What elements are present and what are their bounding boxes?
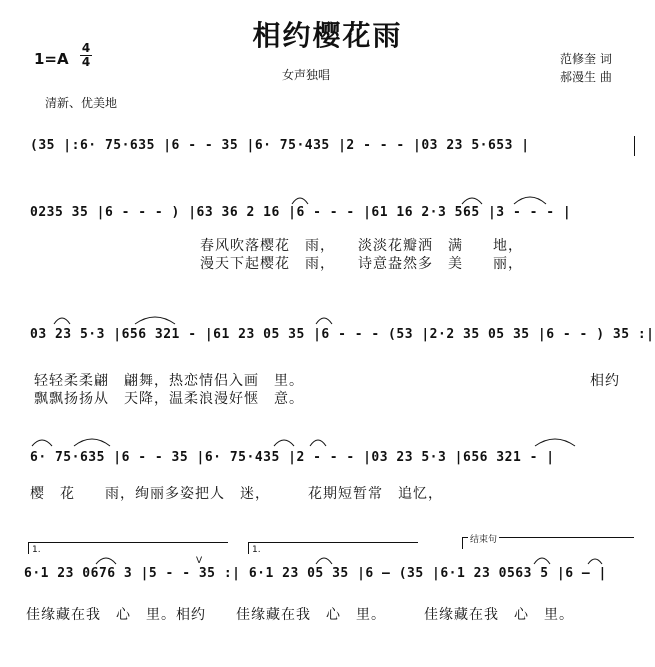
score-line-1: (35 |:6· 75·635 |6 - - 35 |6· 75·435 |2 - - - |03 23 5·653 | <box>30 138 530 153</box>
performance-type: 女声独唱 <box>282 68 331 82</box>
ending-label: 结束句 <box>468 532 499 545</box>
time-signature-bottom: 4 <box>81 55 91 69</box>
ending-bracket-1-hook <box>28 542 29 554</box>
composer-credit: 郝漫生 曲 <box>560 70 612 84</box>
lyrics-pickup: 相约 <box>590 373 620 389</box>
lyrics-line-3-verse-2: 飘飘扬扬从 天降，温柔浪漫好惬 意。 <box>34 391 304 407</box>
coda-bracket-hook <box>462 537 463 549</box>
slur-marks-line-4 <box>30 432 630 448</box>
ending-number-1: 1. <box>32 545 41 555</box>
lyrics-line-2-verse-1: 春风吹落樱花 雨， 淡淡花瓣洒 满 地， <box>200 238 523 254</box>
ending-number-2: 1. <box>252 545 261 555</box>
lyrics-line-5: 佳缘藏在我 心 里。相约 佳缘藏在我 心 里。 佳缘藏在我 心 里。 <box>26 607 574 623</box>
breath-mark: V <box>196 556 203 566</box>
time-signature <box>80 42 92 69</box>
lyrics-line-2-verse-2: 漫天下起樱花 雨， 诗意盎然多 美 丽， <box>200 256 523 272</box>
score-line-5: 6·1 23 0676 3 |5 - - 35 :| 6·1 23 05 35 |6 — (35 |6·1 23 0563 5 |6 — | <box>24 566 607 581</box>
slur-marks-line-2 <box>290 190 610 206</box>
score-line-2: 0235 35 |6 - - - ) |63 36 2 16 |6 - - - |61 16 2·3 565 |3 - - - | <box>30 205 572 220</box>
ending-bracket-2 <box>248 542 418 543</box>
lyricist-credit: 范修奎 词 <box>560 52 612 66</box>
score-line-3: 03 23 5·3 |656 321 - |61 23 05 35 |6 - - - (53 |2·2 35 05 35 |6 - - ) 35 :| <box>30 327 655 342</box>
slur-marks-line-3 <box>40 310 360 326</box>
ending-bracket-1 <box>28 542 228 543</box>
time-signature-top: 4 <box>81 41 91 55</box>
song-title: 相约樱花雨 <box>252 19 403 52</box>
style-marking: 清新、优美地 <box>45 96 118 110</box>
lyrics-line-4: 樱 花 雨，绚丽多姿把人 迷， 花期短暂常 追忆， <box>30 486 443 502</box>
lyrics-line-3-verse-1: 轻轻柔柔翩 翩舞，热恋情侣入画 里。 <box>34 373 304 389</box>
barline <box>634 136 635 156</box>
slur-marks-line-5 <box>90 550 610 566</box>
score-line-4: 6· 75·635 |6 - - 35 |6· 75·435 |2 - - - |03 23 5·3 |656 321 - | <box>30 450 555 465</box>
key-signature: 1=A <box>34 50 69 68</box>
